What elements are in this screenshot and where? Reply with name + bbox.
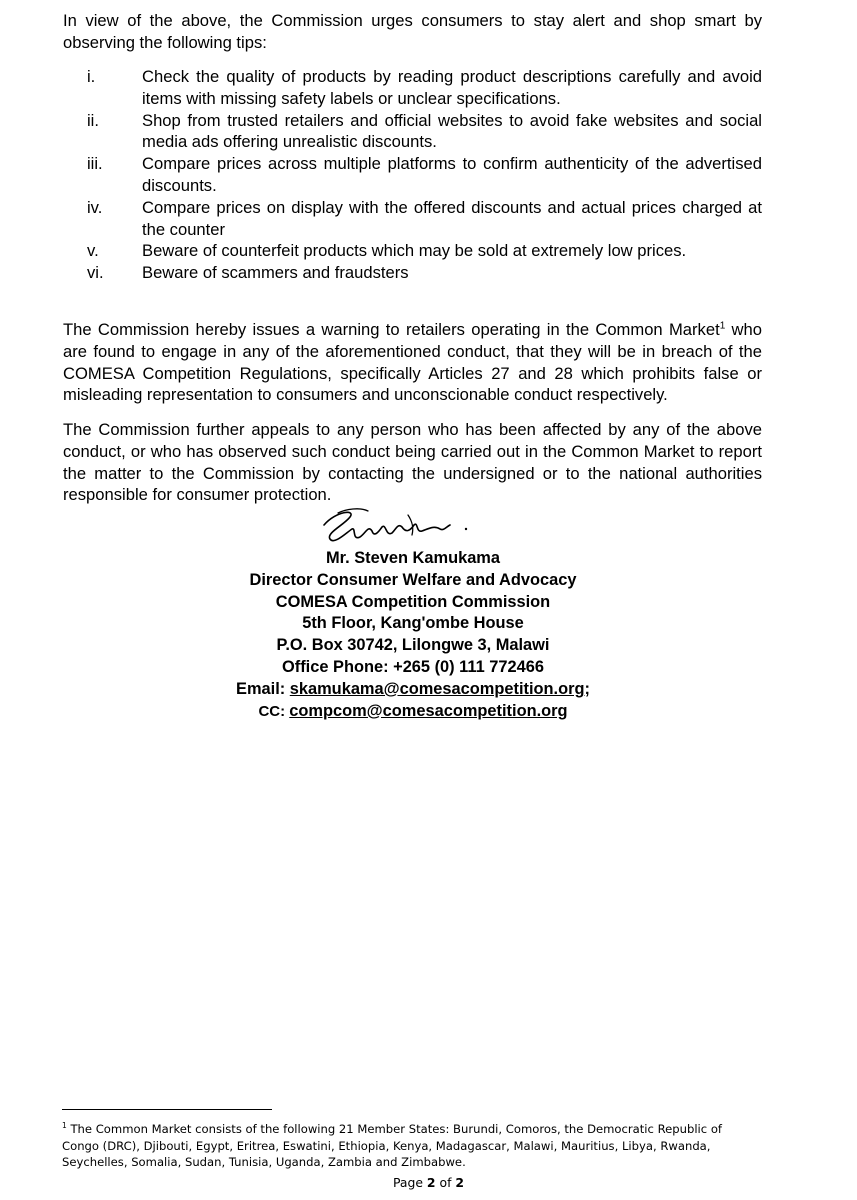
tip-number: vi. — [87, 263, 104, 283]
warning-rest: who are found to engage in any of the aforementioned conduct, that they will be in breach of the COMESA Competition Regulations, specifically Articles 27 and 28 which prohibits false or misleading representation to consumers and unconscionable conduct respectively. — [63, 320, 762, 405]
warning-lead: The Commission hereby issues a warning to retailers operating in the Common Market — [63, 320, 720, 339]
cc-line — [0, 701, 826, 723]
warning-paragraph — [63, 319, 762, 406]
tip-number: i. — [87, 67, 96, 86]
footnote-reference: 1 — [719, 320, 726, 332]
email-line — [0, 679, 826, 701]
tip-text: Shop from trusted retailers and official websites to avoid fake websites and social media ads offering unrealistic discounts. — [142, 110, 762, 152]
page-number: Page 2 of 2 — [392, 1175, 464, 1190]
intro-paragraph: In view of the above, the Commission urges consumers to stay alert and shop smart by observing the following tips: — [63, 11, 762, 52]
tip-item — [63, 262, 762, 284]
page-total: 2 — [455, 1175, 464, 1190]
tip-number: iii. — [87, 154, 103, 174]
tip-number: ii. — [87, 110, 99, 130]
signatory-name: Mr. Steven Kamukama — [326, 549, 500, 567]
tip-item — [63, 153, 762, 197]
tips-list — [63, 66, 762, 284]
email-label: Email: — [236, 679, 290, 698]
footnote — [62, 1121, 752, 1171]
tip-item — [63, 240, 762, 262]
email-link[interactable]: skamukama@comesacompetition.org; — [289, 679, 590, 698]
address-line-1: 5th Floor, Kang'ombe House — [302, 614, 524, 633]
signatory-title: Director Consumer Welfare and Advocacy — [249, 570, 577, 589]
office-phone: Office Phone: +265 (0) 111 772466 — [282, 657, 544, 676]
cc-label: CC: — [258, 702, 290, 720]
tip-number: iv. — [87, 197, 103, 217]
page-current: 2 — [426, 1175, 436, 1190]
tip-item — [63, 110, 762, 154]
footnote-marker: 1 — [62, 1121, 67, 1131]
tip-item — [63, 66, 762, 110]
tip-item — [63, 197, 762, 241]
footnote-separator — [62, 1109, 272, 1110]
appeal-paragraph: The Commission further appeals to any person who has been affected by any of the above conduct, or who has observed such conduct being carried out in the Common Market to report the matter to the Commission by contacting the undersigned or to the national authorities responsible for consumer protection. — [63, 420, 762, 505]
footnote-text: The Common Market consists of the following 21 Member States: Burundi, Comoros, the Democratic Republic of Congo (DRC), Djibouti, Egypt, Eritrea, Eswatini, Ethiopia, Kenya, Madagascar, Malawi, Mauritius, Libya, Rwanda, Seychelles, Somalia, Sudan, Tunisia, Uganda, Zambia and Zimbabwe. — [62, 1122, 723, 1170]
tip-text: Compare prices across multiple platforms to confirm authenticity of the advertised discounts. — [142, 154, 762, 195]
tip-text: Compare prices on display with the offered discounts and actual prices charged at the counter — [142, 197, 762, 239]
tip-text: Check the quality of products by reading product descriptions carefully and avoid items with missing safety labels or unclear specifications. — [142, 67, 762, 108]
signature-block — [0, 548, 826, 722]
tip-text: Beware of counterfeit products which may be sold at extremely low prices. — [142, 241, 687, 261]
signatory-organization: COMESA Competition Commission — [275, 592, 551, 611]
tip-text: Beware of scammers and fraudsters — [142, 263, 409, 283]
tip-number: v. — [87, 241, 99, 261]
address-line-2: P.O. Box 30742, Lilongwe 3, Malawi — [276, 636, 550, 655]
cc-email-link[interactable]: compcom@comesacompetition.org — [289, 701, 568, 720]
